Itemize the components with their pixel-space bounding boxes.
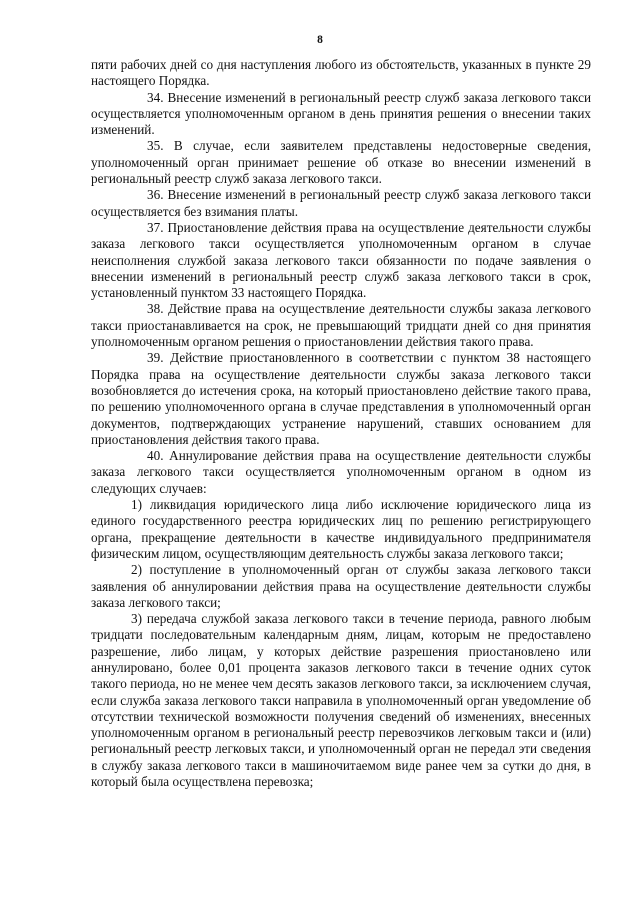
paragraph-40: 40. Аннулирование действия права на осуществление деятельности службы заказа легкового такси осуществляется уполномоченным органом в одном из следующих случаев:	[91, 448, 591, 496]
paragraph-34: 34. Внесение изменений в региональный реестр служб заказа легкового такси осуществляется уполномоченным органом в день принятия решения о внесении таких изменений.	[91, 89, 591, 138]
paragraph-39: 39. Действие приостановленного в соответствии с пунктом 38 настоящего Порядка права на осуществление деятельности службы заказа легкового такси возобновляется до истечения срока, на который приостановлено действие такого права, по решению уполномоченного органа в случае представления в уполномоченный орган документов, подтверждающих устранение нарушений, ставших основанием для приостановления действия такого права.	[91, 350, 591, 447]
page-number: 8	[317, 34, 323, 46]
document-body	[91, 57, 591, 790]
paragraph-37: 37. Приостановление действия права на осуществление деятельности службы заказа легкового такси осуществляется уполномоченным органом в случае неисполнения службой заказа легкового такси обязанности по подаче заявления о внесении изменений в региональный реестр служб заказа легкового такси в срок, установленный пунктом 33 настоящего Порядка.	[91, 219, 591, 301]
paragraph-36: 36. Внесение изменений в региональный реестр служб заказа легкового такси осуществляется без взимания платы.	[91, 187, 591, 219]
list-item-2: 2) поступление в уполномоченный орган от службы заказа легкового такси заявления об аннулировании действия права на осуществление деятельности службы заказа легкового такси;	[91, 562, 591, 610]
paragraph-continuation: пяти рабочих дней со дня наступления любого из обстоятельств, указанных в пункте 29 настоящего Порядка.	[91, 57, 591, 89]
list-item-1: 1) ликвидация юридического лица либо исключение юридического лица из единого государственного реестра юридических лиц по решению регистрирующего органа, прекращение деятельности в качестве индивидуального предпринимателя физическим лицом, осуществляющим деятельность службы заказа легкового такси;	[91, 497, 591, 561]
paragraph-38: 38. Действие права на осуществление деятельности службы заказа легкового такси приостанавливается на срок, не превышающий тридцати дней со дня принятия уполномоченным органом решения о приостановлении действия такого права.	[91, 301, 591, 350]
paragraph-35: 35. В случае, если заявителем представлены недостоверные сведения, уполномоченный орган принимает решение об отказе во внесении изменений в региональный реестр служб заказа легкового такси.	[91, 138, 591, 187]
list-item-3: 3) передача службой заказа легкового такси в течение периода, равного любым тридцати последовательным календарным дням, лицам, которым не предоставлено разрешение, либо лицам, у которых действие разрешения приостановлено или аннулировано, более 0,01 процента заказов легкового такси в течение одних суток такого периода, но не менее чем десять заказов легкового такси, за исключением случая, если служба заказа легкового такси направила в уполномоченный орган уведомление об отсутствии технической возможности получения сведений об изменениях, внесенных уполномоченным органом в региональный реестр перевозчиков легковым такси и (или) региональный реестр легковых такси, и уполномоченный орган не передал эти сведения в службу заказа легкового такси в машиночитаемом виде ранее чем за сутки до дня, в который была осуществлена перевозка;	[91, 611, 591, 790]
